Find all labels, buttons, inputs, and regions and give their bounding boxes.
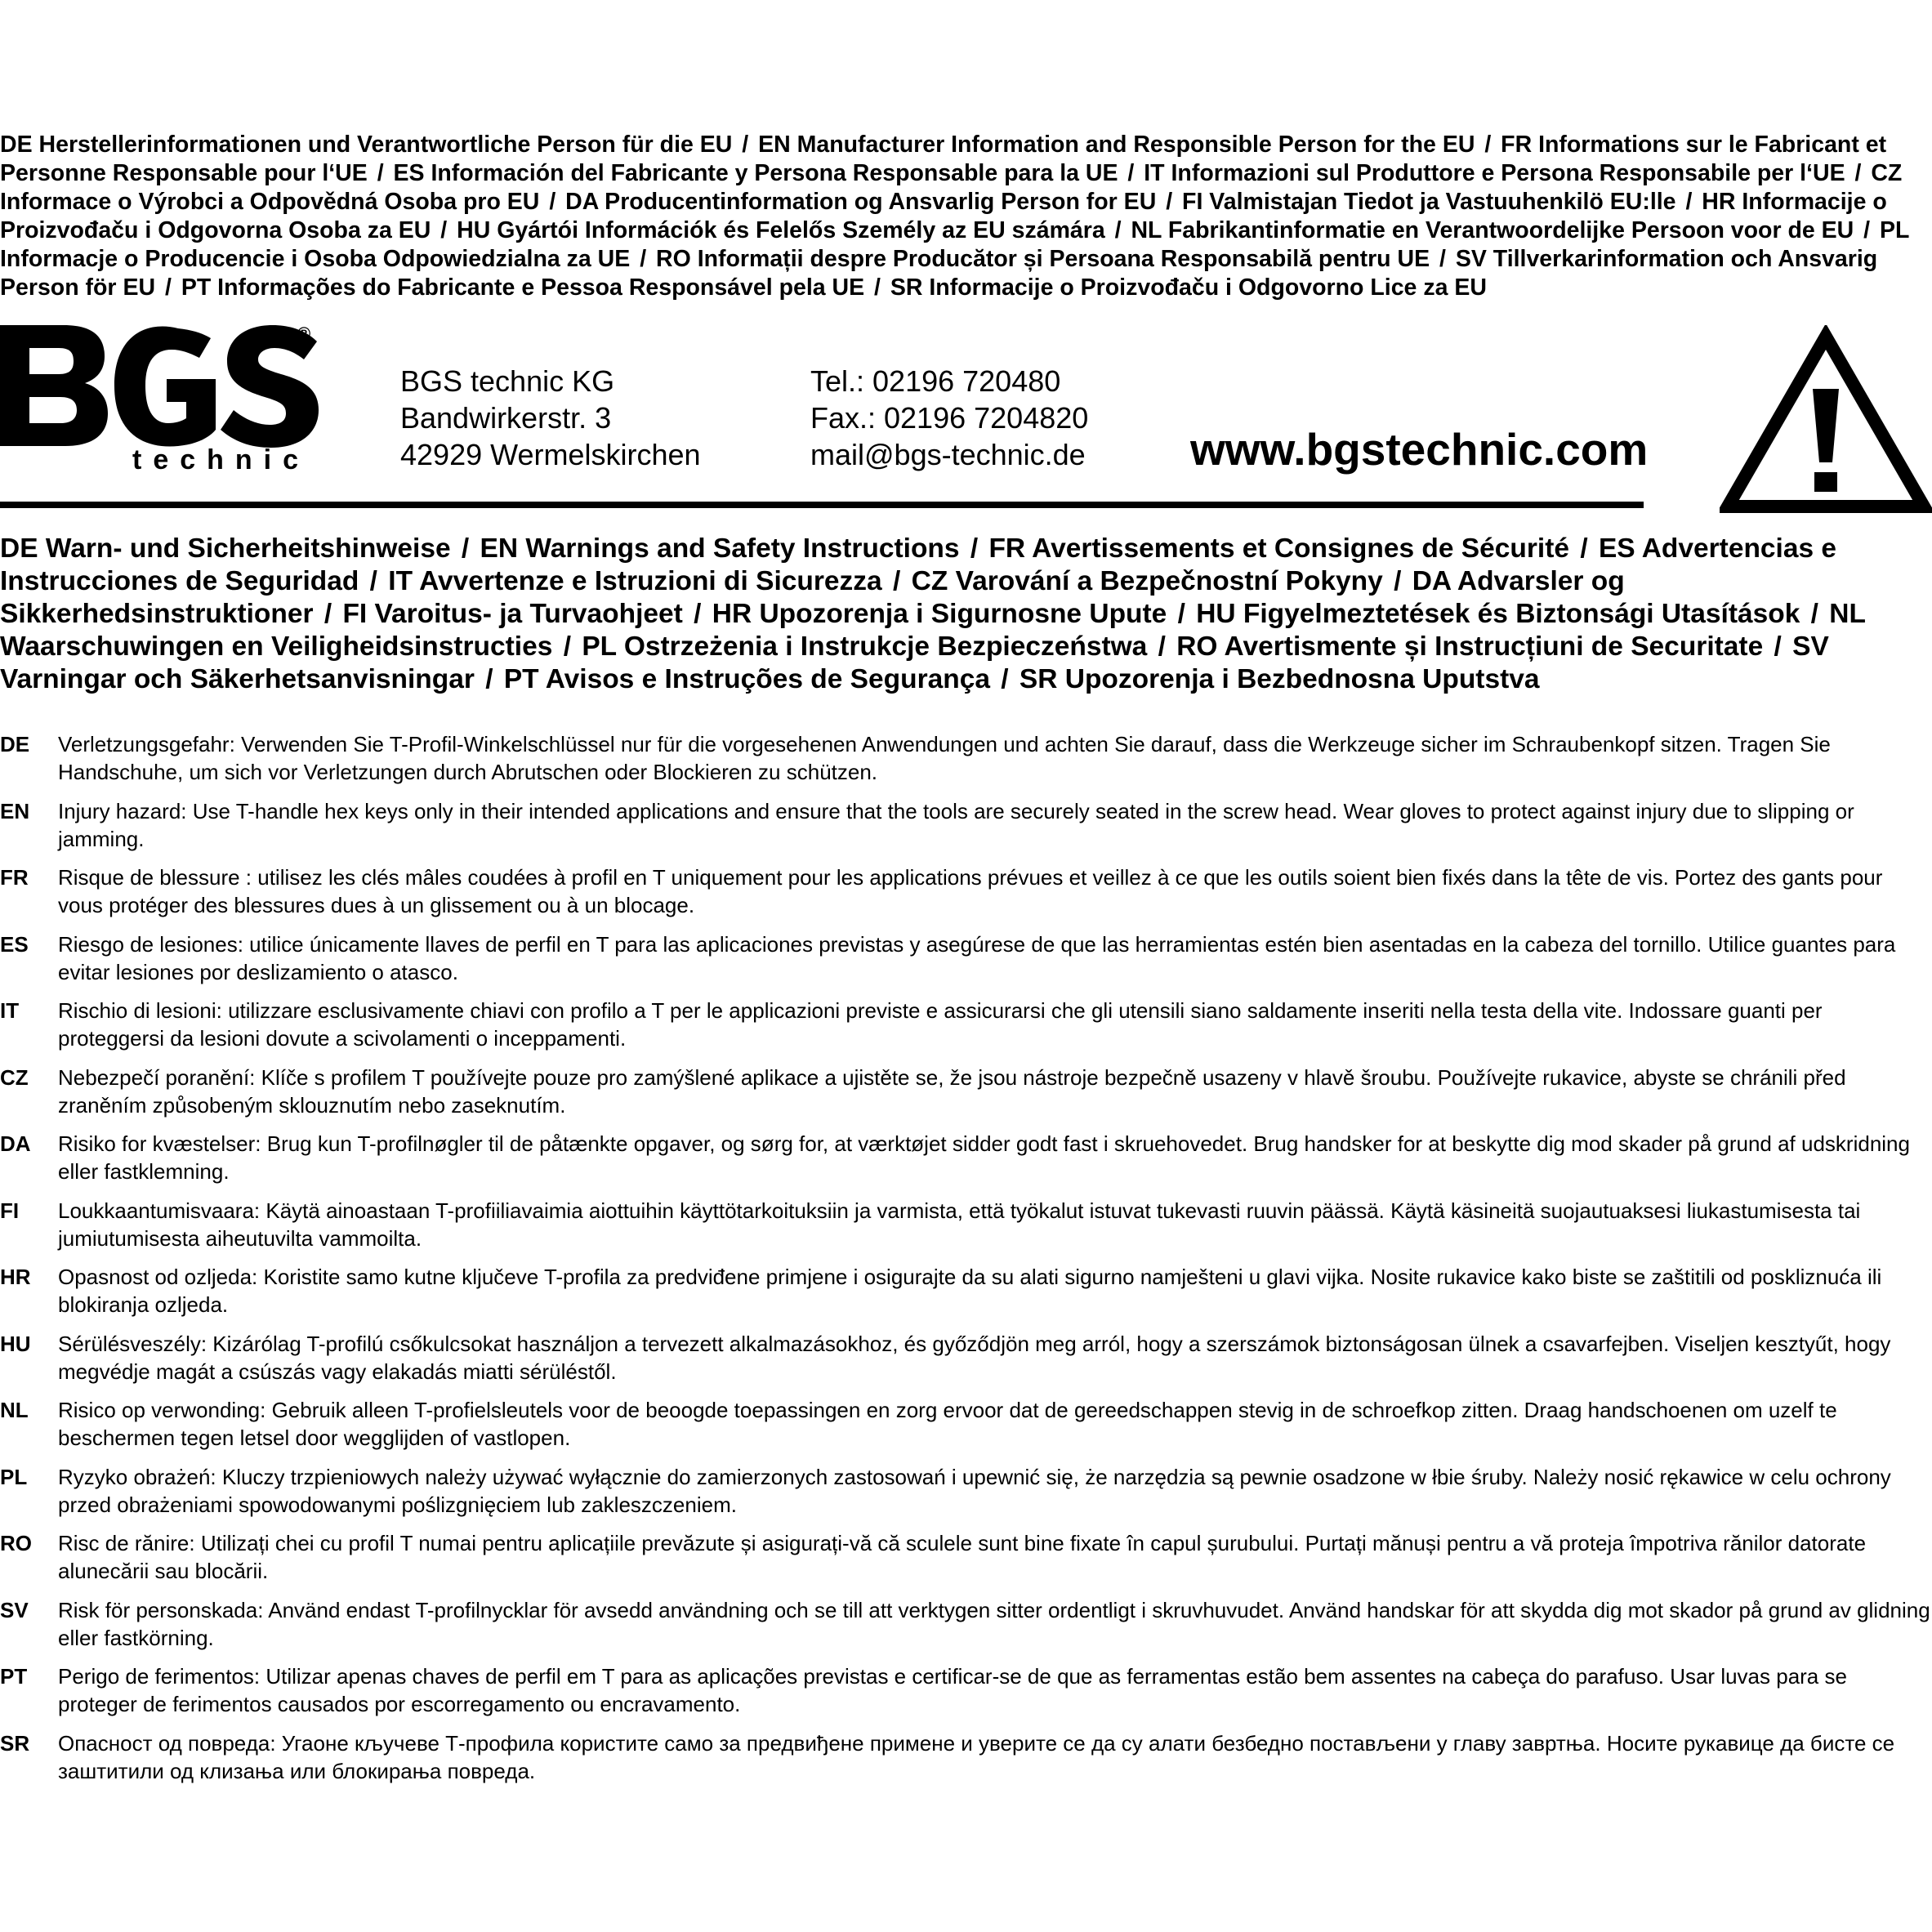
warnings-heading-separator: /: [893, 566, 901, 596]
warnings-heading-separator: /: [1810, 599, 1818, 629]
warnings-heading-item: RO Avertismente și Instrucțiuni de Securitate: [1176, 631, 1764, 662]
manufacturer-heading-separator: /: [1854, 160, 1862, 186]
manufacturer-heading-separator: /: [549, 189, 556, 215]
registered-mark: ®: [297, 325, 311, 344]
warnings-heading-item: SV Varningar och Säkerhetsanvisningar: [0, 631, 1829, 694]
manufacturer-heading-item: DA Producentinformation og Ansvarlig Person for EU: [565, 189, 1157, 215]
warnings-heading-separator: /: [461, 533, 470, 564]
warnings-heading-separator: /: [563, 631, 572, 662]
language-code: DE: [0, 732, 30, 756]
contact-info: [810, 363, 1088, 473]
language-code: HR: [0, 1265, 31, 1289]
manufacturer-heading-separator: /: [1484, 132, 1492, 158]
safety-entry: [0, 1396, 1930, 1463]
safety-text: Sérülésveszély: Kizárólag T-profilú csőkulcsokat használjon a tervezett alkalmazásokhoz, és győződjön meg arról, hogy a szerszámok biztonságosan ülnek a csavarfejben. Viseljen kesztyűt, hogy megvédje magát a csúszás vagy elakadás miatti sérüléstől.: [58, 1331, 1891, 1384]
manufacturer-heading-separator: /: [164, 274, 172, 301]
language-code: IT: [0, 998, 20, 1023]
manufacturer-heading: [0, 131, 1928, 302]
warnings-heading-separator: /: [1394, 566, 1402, 596]
website-link[interactable]: www.bgstechnic.com: [1190, 424, 1649, 475]
manufacturer-heading-item: FR Informations sur le Fabricant et Personne Responsable pour l‘UE: [0, 132, 1887, 186]
safety-entry: [0, 1130, 1930, 1197]
warnings-heading-item: PL Ostrzeżenia i Instrukcje Bezpieczeństwa: [582, 631, 1148, 662]
manufacturer-heading-separator: /: [377, 160, 384, 186]
company-city: 42929 Wermelskirchen: [400, 438, 701, 471]
warnings-heading-item: ES Advertencias e Instrucciones de Seguridad: [0, 533, 1837, 596]
manufacturer-heading-item: ES Información del Fabricante y Persona Responsable para la UE: [393, 160, 1118, 186]
language-code: CZ: [0, 1064, 29, 1090]
header-divider: [0, 502, 1644, 508]
warnings-heading-item: IT Avvertenze e Istruzioni di Sicurezza: [388, 566, 882, 596]
safety-entry: [0, 1330, 1930, 1397]
warnings-heading-separator: /: [323, 599, 332, 629]
manufacturer-heading-item: EN Manufacturer Information and Responsible Person for the EU: [758, 132, 1475, 158]
warnings-heading-item: DA Advarsler og Sikkerhedsinstruktioner: [0, 566, 1625, 629]
warnings-heading-item: PT Avisos e Instruções de Segurança: [503, 664, 990, 694]
language-code: DA: [0, 1131, 31, 1156]
language-code: HU: [0, 1331, 31, 1356]
manufacturer-heading-item: NL Fabrikantinformatie en Verantwoordelijke Persoon voor de EU: [1131, 217, 1854, 243]
manufacturer-heading-item: PT Informações do Fabricante e Pessoa Responsável pela UE: [181, 274, 865, 301]
manufacturer-heading-item: HR Informacije o Proizvođaču i Odgovorna Osoba za EU: [0, 189, 1887, 243]
language-code: PL: [0, 1464, 28, 1489]
warnings-heading-separator: /: [1158, 631, 1166, 662]
logo-technic-text: technic: [132, 444, 310, 472]
safety-entry: [0, 1064, 1930, 1131]
manufacturer-heading-separator: /: [1863, 217, 1871, 243]
manufacturer-heading-separator: /: [1114, 217, 1122, 243]
manufacturer-heading-item: PL Informacje o Producencie i Osoba Odpowiedzialna za UE: [0, 217, 1909, 272]
manufacturer-heading-separator: /: [1127, 160, 1135, 186]
safety-entry: [0, 1197, 1930, 1264]
language-code: FR: [0, 865, 29, 890]
warnings-heading-separator: /: [1001, 664, 1009, 694]
warnings-heading-separator: /: [1774, 631, 1782, 662]
company-address: [400, 363, 701, 473]
safety-entry: [0, 797, 1930, 864]
safety-text: Verletzungsgefahr: Verwenden Sie T-Profil-Winkelschlüssel nur für die vorgesehenen Anwendungen und achten Sie darauf, dass die Werkzeuge sicher im Schraubenkopf sitzen. Tragen Sie Handschuhe, um sich vor Verletzungen durch Abrutschen oder Blockieren zu schützen.: [58, 732, 1831, 784]
manufacturer-heading-item: FI Valmistajan Tiedot ja Vastuuhenkilö EU:lle: [1182, 189, 1676, 215]
safety-entry: [0, 997, 1930, 1064]
manufacturer-heading-separator: /: [1166, 189, 1173, 215]
safety-entry: [0, 1596, 1930, 1663]
language-code: PT: [0, 1664, 28, 1689]
safety-entry: [0, 1263, 1930, 1330]
safety-text: Riesgo de lesiones: utilice únicamente llaves de perfil en T para las aplicaciones previstas y asegúrese de que las herramientas estén bien asentadas en la cabeza del tornillo. Utilice guantes para evitar lesiones por deslizamiento o atasco.: [58, 931, 1896, 984]
language-code: SR: [0, 1730, 30, 1756]
warnings-heading-separator: /: [1177, 599, 1185, 629]
company-name: BGS technic KG: [400, 364, 615, 398]
warning-triangle-icon: [1720, 325, 1932, 513]
language-code: RO: [0, 1531, 32, 1555]
safety-text: Опасност од повреда: Угаоне кључеве Т-профила користите само за предвиђене примене и уверите се да су алати безбедно постављени у главу завртња. Носите рукавице да бисте се заштитили од клизања или блокирања повреда.: [58, 1730, 1895, 1783]
manufacturer-heading-item: IT Informazioni sul Produttore e Persona Responsabile per l‘UE: [1144, 160, 1845, 186]
manufacturer-heading-separator: /: [1685, 189, 1693, 215]
warnings-heading-separator: /: [369, 566, 377, 596]
safety-text: Rischio di lesioni: utilizzare esclusivamente chiavi con profilo a T per le applicazioni previste e assicurarsi che gli utensili siano saldamente inseriti nella testa della vite. Indossare guanti per proteggersi da lesioni dovute a scivolamenti o inceppamenti.: [58, 998, 1823, 1051]
safety-text: Loukkaantumisvaara: Käytä ainoastaan T-profiiliavaimia aiottuihin käyttötarkoituksiin ja varmista, että työkalut istuvat tukevasti ruuvin päässä. Käytä käsineitä suojautuaksesi liukastumisesta tai jumiutumisesta aiheutuvilta vammoilta.: [58, 1198, 1861, 1251]
manufacturer-heading-item: DE Herstellerinformationen und Verantwortliche Person für die EU: [0, 132, 733, 158]
warnings-heading-item: EN Warnings and Safety Instructions: [480, 533, 960, 564]
bgs-technic-logo: [0, 325, 319, 472]
manufacturer-heading-item: SV Tillverkarinformation och Ansvarig Person för EU: [0, 246, 1878, 301]
safety-entry: [0, 730, 1930, 797]
safety-text: Risico op verwonding: Gebruik alleen T-profielsleutels voor de beoogde toepassingen en zorg ervoor dat de gereedschappen stevig in de schroefkop zitten. Draag handschoenen om uzelf te beschermen tegen letsel door wegglijden of vastlopen.: [58, 1398, 1837, 1450]
safety-text: Risiko for kvæstelser: Brug kun T-profilnøgler til de påtænkte opgaver, og sørg for, at værktøjet sidder godt fast i skruehovedet. Brug handsker for at beskytte dig mod skader på grund af udskridning eller fastklemning.: [58, 1131, 1910, 1184]
warnings-heading-item: HU Figyelmeztetések és Biztonsági Utasítások: [1196, 599, 1800, 629]
language-code: ES: [0, 931, 29, 957]
company-street: Bandwirkerstr. 3: [400, 401, 612, 435]
safety-text: Risque de blessure : utilisez les clés mâles coudées à profil en T uniquement pour les applications prévues et veillez à ce que les outils soient bien fixés dans la tête de vis. Portez des gants pour vous protéger des blessures dues à un glissement ou à un blocage.: [58, 865, 1883, 917]
manufacturer-heading-separator: /: [440, 217, 448, 243]
safety-text: Injury hazard: Use T-handle hex keys only in their intended applications and ensure that the tools are securely seated in the screw head. Wear gloves to protect against injury due to slipping or jamming.: [58, 798, 1854, 851]
language-code: EN: [0, 798, 30, 823]
warnings-heading-item: FR Avertissements et Consignes de Sécurité: [988, 533, 1570, 564]
safety-text: Opasnost od ozljeda: Koristite samo kutne ključeve T-profila za predviđene primjene i osigurajte da su alati sigurno namješteni u glavi vijka. Nosite rukavice kako biste se zaštitili od poskliznuća ili blokiranja ozljeda.: [58, 1265, 1882, 1317]
safety-text: Risc de rănire: Utilizați chei cu profil T numai pentru aplicațiile prevăzute și asigurați-vă că sculele sunt bine fixate în capul șurubului. Purtați mănuși pentru a vă proteja împotriva rănilor datorate alunecării sau blocării.: [58, 1531, 1867, 1583]
warnings-heading-item: CZ Varování a Bezpečnostní Pokyny: [911, 566, 1383, 596]
manufacturer-heading-item: SR Informacije o Proizvođaču i Odgovorno Lice za EU: [890, 274, 1487, 301]
warnings-heading-item: FI Varoitus- ja Turvaohjeet: [342, 599, 683, 629]
manufacturer-heading-separator: /: [874, 274, 881, 301]
warnings-heading: [0, 533, 1928, 696]
safety-instructions-list: [0, 730, 1930, 1796]
manufacturer-heading-item: CZ Informace o Výrobci a Odpovědná Osoba pro EU: [0, 160, 1903, 215]
safety-text: Nebezpečí poranění: Klíče s profilem T používejte pouze pro zamýšlené aplikace a ujistěte se, že jsou nástroje bezpečně usazeny v hlavě šroubu. Používejte rukavice, abyste se chránili před zraněním způsobeným sklouznutím nebo zaseknutím.: [58, 1064, 1846, 1118]
manufacturer-heading-separator: /: [742, 132, 749, 158]
warnings-heading-separator: /: [970, 533, 979, 564]
warnings-heading-separator: /: [694, 599, 702, 629]
safety-entry: [0, 863, 1930, 930]
safety-text: Risk för personskada: Använd endast T-profilnycklar för avsedd användning och se till att verktygen sitter ordentligt i skruvhuvudet. Använd handskar för att skydda dig mot skador på grund av glidning eller fastkörning.: [58, 1597, 1930, 1650]
warnings-heading-item: NL Waarschuwingen en Veiligheidsinstructies: [0, 599, 1866, 662]
manufacturer-heading-item: HU Gyártói Információk és Felelős Személy az EU számára: [457, 217, 1105, 243]
safety-text: Ryzyko obrażeń: Kluczy trzpieniowych należy używać wyłącznie do zamierzonych zastosowań i upewnić się, że narzędzia są pewnie osadzone w łbie śruby. Należy nosić rękawice w celu ochrony przed obrażeniami spowodowanymi poślizgnięciem lub zakleszczeniem.: [58, 1464, 1891, 1517]
contact-tel: Tel.: 02196 720480: [810, 364, 1061, 398]
safety-entry: [0, 1662, 1930, 1729]
warnings-heading-item: DE Warn- und Sicherheitshinweise: [0, 533, 451, 564]
manufacturer-heading-separator: /: [1439, 246, 1446, 272]
warnings-heading-separator: /: [485, 664, 493, 694]
manufacturer-heading-separator: /: [640, 246, 647, 272]
safety-text: Perigo de ferimentos: Utilizar apenas chaves de perfil em T para as aplicações previstas e certificar-se de que as ferramentas estão bem assentes na cabeça do parafuso. Usar luvas para se proteger de ferimentos causados por escorregamento ou encravamento.: [58, 1664, 1847, 1716]
safety-entry: [0, 1529, 1930, 1596]
warnings-heading-item: HR Upozorenja i Sigurnosne Upute: [712, 599, 1167, 629]
safety-entry: [0, 1729, 1930, 1796]
warnings-heading-separator: /: [1580, 533, 1588, 564]
manufacturer-heading-item: RO Informații despre Producător și Persoana Responsabilă pentru UE: [656, 246, 1430, 272]
warnings-heading-item: SR Upozorenja i Bezbednosna Uputstva: [1019, 664, 1540, 694]
contact-mail[interactable]: mail@bgs-technic.de: [810, 438, 1086, 471]
safety-entry: [0, 930, 1930, 997]
safety-entry: [0, 1463, 1930, 1530]
language-code: FI: [0, 1198, 20, 1223]
contact-fax: Fax.: 02196 7204820: [810, 401, 1089, 435]
language-code: NL: [0, 1398, 29, 1422]
language-code: SV: [0, 1597, 29, 1622]
